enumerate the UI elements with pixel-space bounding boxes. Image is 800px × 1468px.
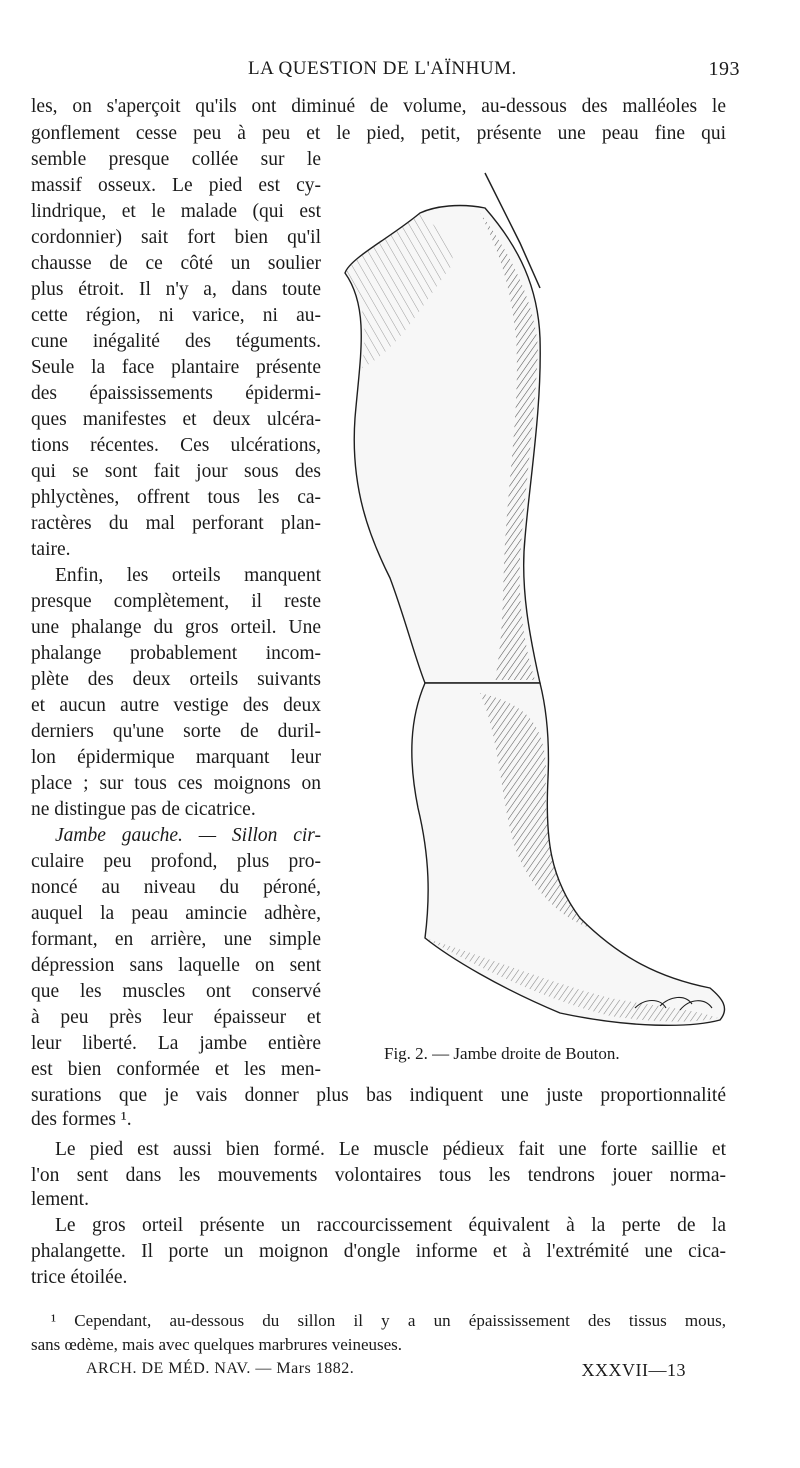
text-line: cordonnier) sait fort bien qu'il — [31, 227, 321, 248]
page-footer — [86, 1360, 686, 1378]
text-line: que les muscles ont conservé — [31, 981, 321, 1002]
text-line: phalangette. Il porte un moignon d'ongle informe et à l'extrémité une cica- — [31, 1241, 726, 1262]
text-line: plus étroit. Il n'y a, dans toute — [31, 279, 321, 300]
text-line: lon épidermique marquant leur — [31, 747, 321, 768]
text-line: lement. — [31, 1189, 89, 1210]
text-line: une phalange du gros orteil. Une — [31, 617, 321, 638]
text-line: ne distingue pas de cicatrice. — [31, 799, 256, 820]
leg-engraving-figure — [330, 158, 730, 1038]
text-line: dépression sans laquelle on sent — [31, 955, 321, 976]
text-line: ques manifestes et deux ulcéra- — [31, 409, 321, 430]
text-line: Le gros orteil présente un raccourcissement équivalent à la perte de la — [55, 1215, 726, 1236]
text-line: des épaississements épidermi- — [31, 383, 321, 404]
text-line: phlyctènes, offrent tous les ca- — [31, 487, 321, 508]
running-title: LA QUESTION DE L'AÏNHUM. — [248, 58, 517, 79]
footnote-line: ¹ Cependant, au-dessous du sillon il y a un épaississement des tissus mous, — [51, 1311, 726, 1330]
text-line: plète des deux orteils suivants — [31, 669, 321, 690]
leg-illustration — [330, 158, 730, 1038]
text-line: cette région, ni varice, ni au- — [31, 305, 321, 326]
text-line: chausse de ce côté un soulier — [31, 253, 321, 274]
text-line: gonflement cesse peu à peu et le pied, petit, présente une peau fine qui — [31, 123, 726, 144]
footnote-line: sans œdème, mais avec quelques marbrures veineuses. — [31, 1335, 403, 1354]
text-line: Enfin, les orteils manquent — [55, 565, 321, 586]
page-header — [30, 58, 740, 90]
text-line: l'on sent dans les mouvements volontaires tous les tendrons jouer norma- — [31, 1165, 726, 1186]
text-line: massif osseux. Le pied est cy- — [31, 175, 321, 196]
text-line: tions récentes. Ces ulcérations, — [31, 435, 321, 456]
text-line: taire. — [31, 539, 71, 560]
signature-mark: XXXVII—13 — [581, 1360, 686, 1380]
text-line: Le pied est aussi bien formé. Le muscle pédieux fait une forte saillie et — [55, 1139, 726, 1160]
text-line: place ; sur tous ces moignons on — [31, 773, 321, 794]
text-line: noncé au niveau du péroné, — [31, 877, 321, 898]
text-line: formant, en arrière, une simple — [31, 929, 321, 950]
text-line: trice étoilée. — [31, 1267, 128, 1288]
journal-reference: ARCH. DE MÉD. NAV. — Mars 1882. — [86, 1360, 355, 1377]
text-line: cune inégalité des téguments. — [31, 331, 321, 352]
text-line: presque complètement, il reste — [31, 591, 321, 612]
text-line: les, on s'aperçoit qu'ils ont diminué de volume, au-dessous des malléoles le — [31, 96, 726, 117]
text-line: qui se sont fait jour sous des — [31, 461, 321, 482]
text-line: à peu près leur épaisseur et — [31, 1007, 321, 1028]
text-line: est bien conformée et les men- — [31, 1059, 321, 1080]
text-line: Jambe gauche. — Sillon cir- — [55, 825, 321, 846]
text-line: et aucun autre vestige des deux — [31, 695, 321, 716]
text-line: lindrique, et le malade (qui est — [31, 201, 321, 222]
text-line: surations que je vais donner plus bas indiquent une juste proportionnalité — [31, 1085, 726, 1106]
text-line: phalange probablement incom- — [31, 643, 321, 664]
text-line: culaire peu profond, plus pro- — [31, 851, 321, 872]
text-line: ractères du mal perforant plan- — [31, 513, 321, 534]
figure-caption: Fig. 2. — Jambe droite de Bouton. — [384, 1044, 620, 1063]
text-line: auquel la peau amincie adhère, — [31, 903, 321, 924]
page-number: 193 — [708, 58, 740, 80]
text-line: leur liberté. La jambe entière — [31, 1033, 321, 1054]
text-line: semble presque collée sur le — [31, 149, 321, 170]
text-line: des formes ¹. — [31, 1109, 132, 1130]
text-line: Seule la face plantaire présente — [31, 357, 321, 378]
text-line: derniers qu'une sorte de duril- — [31, 721, 321, 742]
